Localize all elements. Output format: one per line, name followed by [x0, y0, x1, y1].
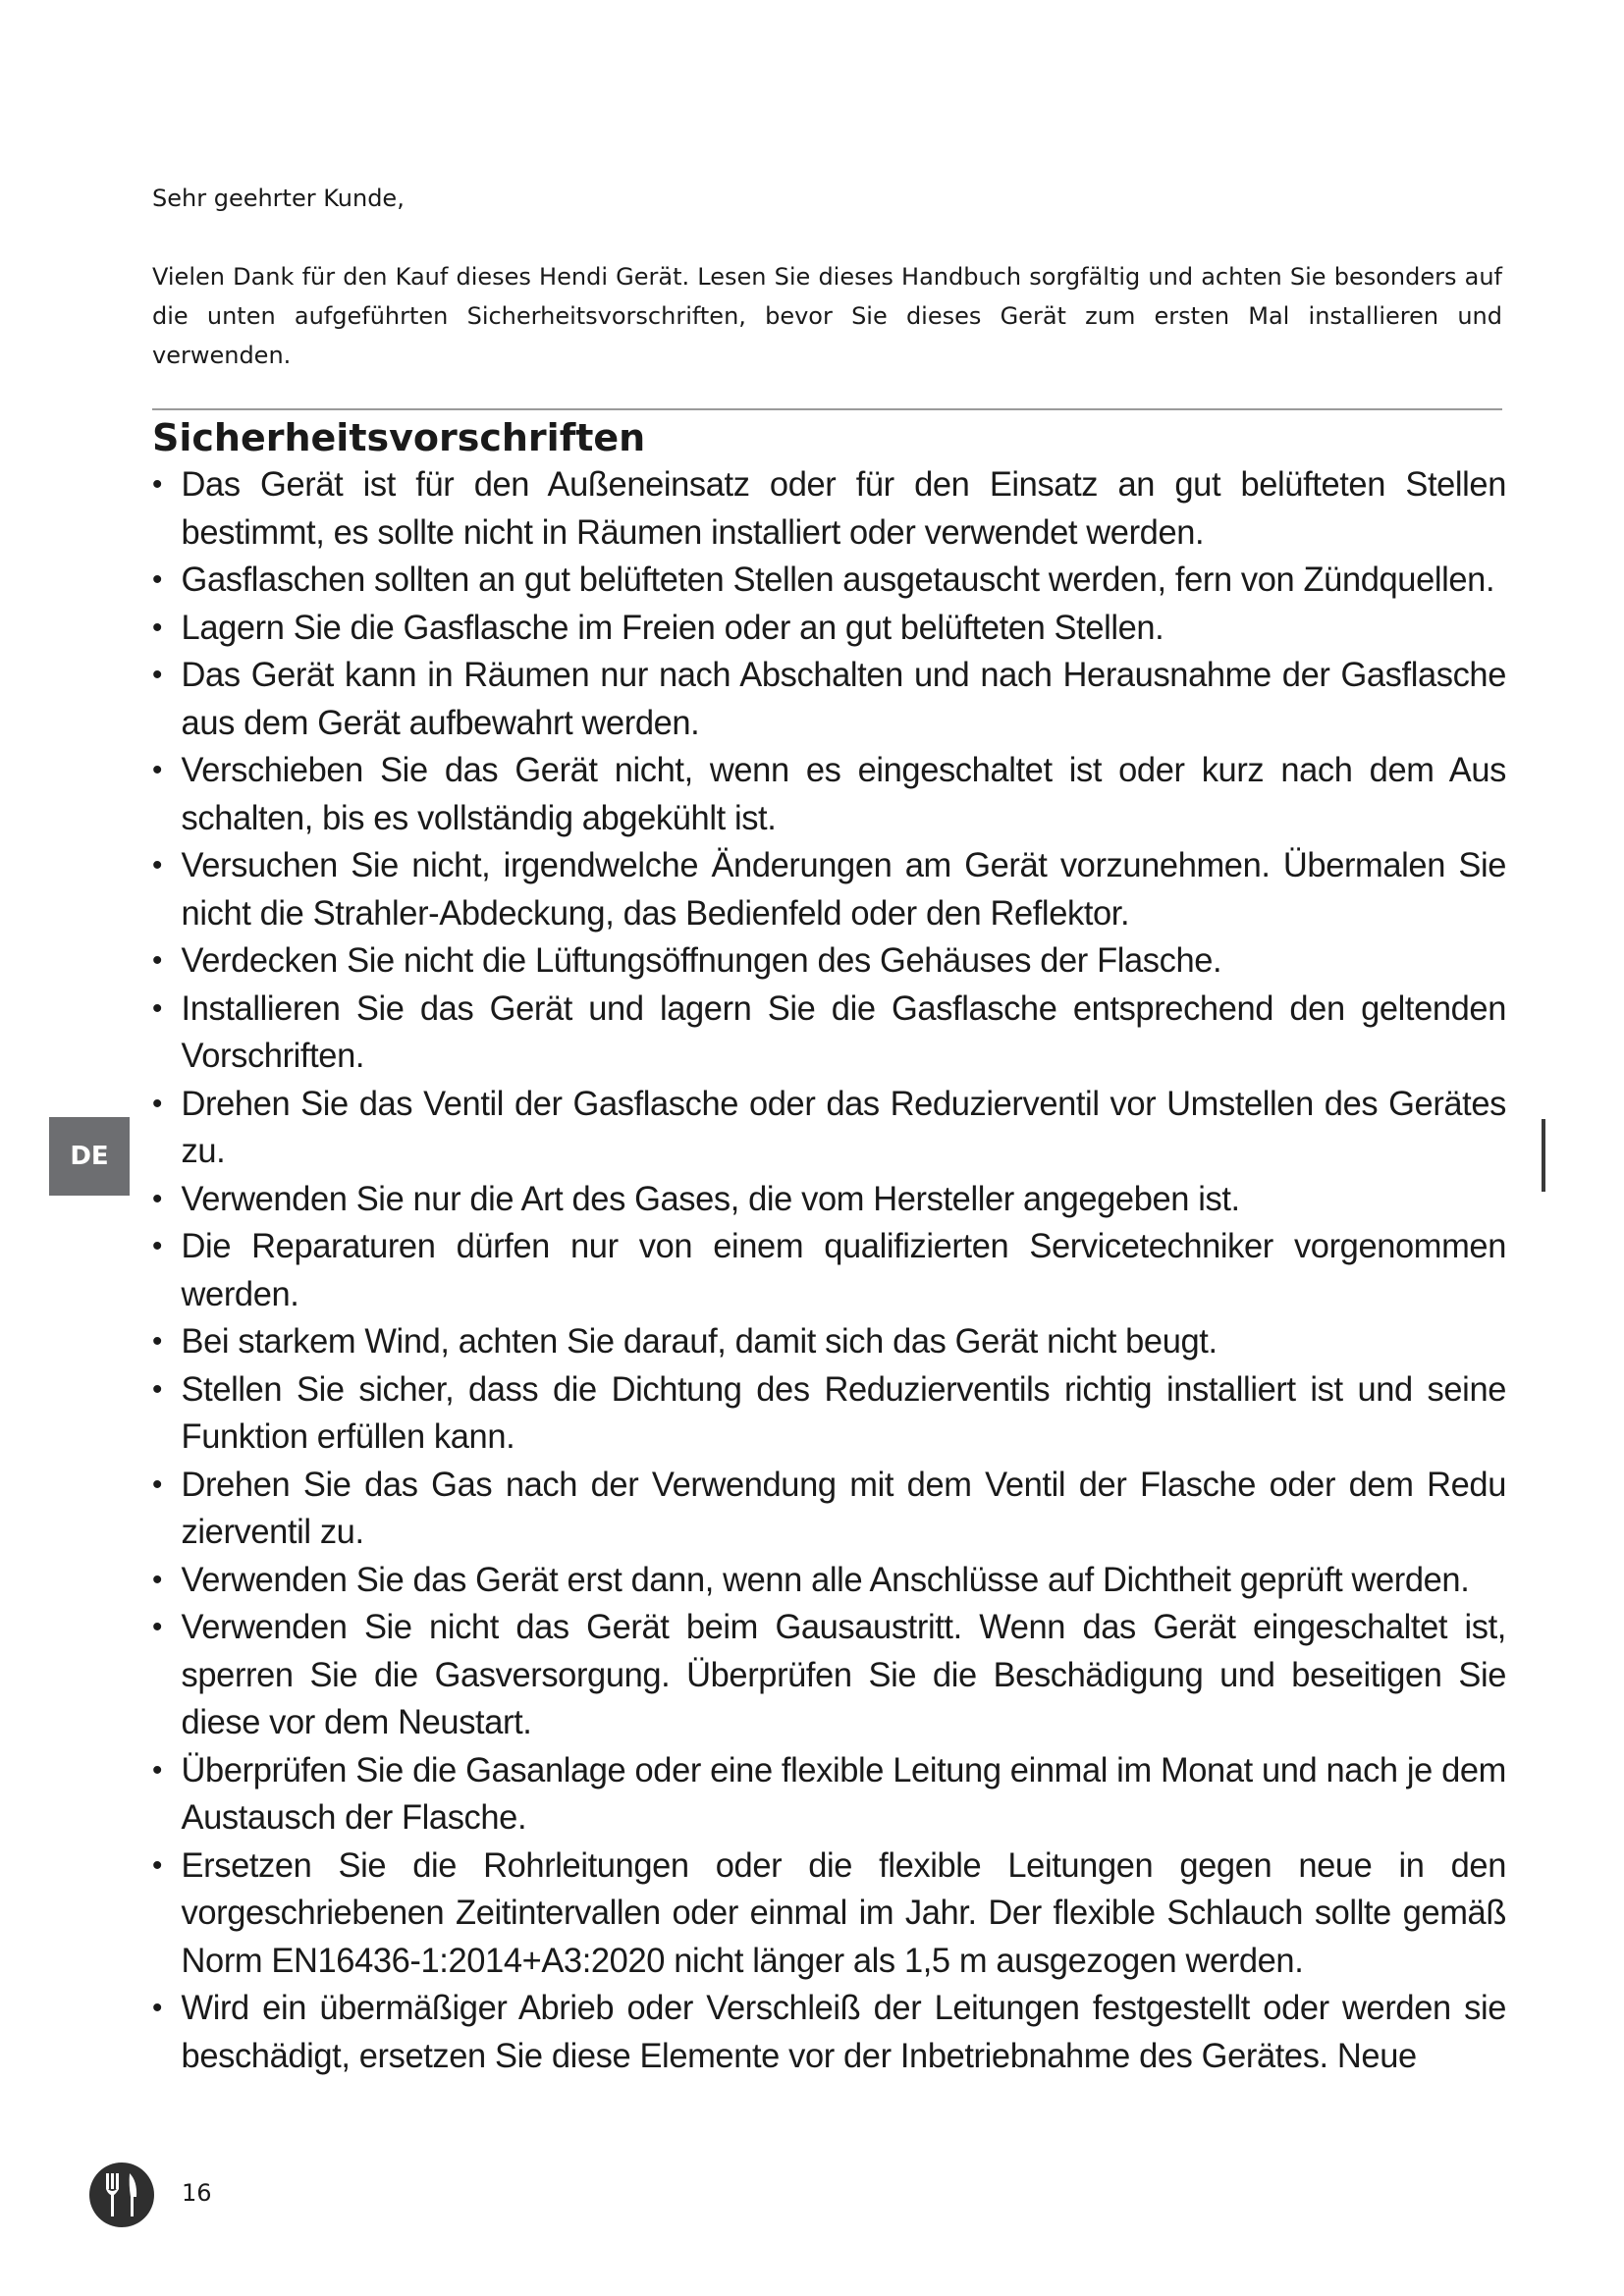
bullet-icon: •	[152, 1230, 162, 1262]
safety-rule-text: Bei starkem Wind, achten Sie darauf, damit sich das Gerät nicht beugt.	[181, 1322, 1218, 1361]
bullet-icon: •	[152, 1325, 162, 1358]
safety-rule-text: Überprüfen Sie die Gasanlage oder eine flexible Leitung einmal im Monat und nach je dem Austausch der Flasche.	[181, 1750, 1506, 1837]
bullet-icon: •	[152, 1848, 162, 1882]
safety-rule	[152, 1604, 1506, 1747]
bullet-icon: •	[152, 1753, 162, 1787]
bullet-icon: •	[152, 468, 162, 501]
bullet-icon: •	[152, 754, 162, 786]
safety-rule-text: Lagern Sie die Gasflasche im Freien oder an gut belüfteten Stellen.	[181, 608, 1164, 647]
safety-rule	[152, 1557, 1506, 1605]
safety-rules-list	[152, 461, 1527, 2080]
safety-rule-text: Die Reparaturen dürfen nur von einem qualifizierten Servicetechniker vorgenommen werden.	[181, 1227, 1506, 1313]
safety-rule	[152, 652, 1506, 747]
safety-rule-text: Ersetzen Sie die Rohrleitungen oder die flexible Leitungen gegen neue in den vorgeschriebenen Zeitintervallen oder einmal im Jahr. Der flexible Schlauch sollte gemäß Norm EN16436-1:2014+A3:2020 nicht länger als 1,5 m ausgezogen werden.	[181, 1845, 1506, 1980]
section-title: Sicherheitsvorschriften	[152, 416, 646, 459]
fork-knife-icon	[88, 2162, 155, 2228]
bullet-icon: •	[152, 659, 162, 691]
safety-rule-text: Wird ein übermäßiger Abrieb oder Verschleiß der Leitungen festgestellt oder werden sie beschädigt, ersetzen Sie diese Elemente vor der Inbetriebnahme des Gerätes. Neue	[181, 1989, 1506, 2075]
bullet-icon: •	[152, 849, 162, 881]
bullet-icon: •	[152, 944, 162, 977]
side-marker	[1542, 1119, 1545, 1192]
safety-rule	[152, 557, 1506, 605]
bullet-icon: •	[152, 1992, 162, 2024]
safety-rule-text: Verwenden Sie nicht das Gerät beim Gausaustritt. Wenn das Gerät eingeschaltet ist, sperren Sie die Gasversorgung. Überprüfen Sie die Beschädigung und beseitigen Sie diese vor dem Neustart.	[181, 1608, 1506, 1741]
safety-rule	[152, 747, 1506, 842]
safety-rule-text: Versuchen Sie nicht, irgendwelche Änderungen am Gerät vorzunehmen. Übermalen Sie nicht die Strahler-Abdeckung, das Bedienfeld oder den Reflektor.	[181, 846, 1506, 933]
safety-rule	[152, 461, 1506, 557]
safety-rule	[152, 1462, 1506, 1557]
safety-rule-text: Gasflaschen sollten an gut belüfteten Stellen ausgetauscht werden, fern von Zündquellen.	[181, 561, 1495, 599]
safety-rule-text: Verschieben Sie das Gerät nicht, wenn es eingeschaltet ist oder kurz nach dem Aus schalten, bis es vollständig abgekühlt ist.	[181, 751, 1506, 837]
safety-rule-text: Das Gerät kann in Räumen nur nach Abschalten und nach Herausnahme der Gasflasche aus dem Gerät aufbewahrt werden.	[181, 656, 1506, 742]
bullet-icon: •	[152, 991, 162, 1025]
bullet-icon: •	[152, 1468, 162, 1501]
safety-rule	[152, 1747, 1506, 1842]
safety-rule-text: Verdecken Sie nicht die Lüftungsöffnungen des Gehäuses der Flasche.	[181, 941, 1222, 980]
safety-rule	[152, 605, 1506, 653]
safety-rule-text: Das Gerät ist für den Außeneinsatz oder für den Einsatz an gut belüfteten Stellen bestimmt, es sollte nicht in Räumen installiert oder verwendet werden.	[181, 465, 1506, 552]
safety-rule-text: Drehen Sie das Ventil der Gasflasche oder das Reduzierventil vor Umstellen des Gerätes zu.	[181, 1084, 1506, 1170]
bullet-icon: •	[152, 1563, 162, 1596]
safety-rule	[152, 1223, 1506, 1318]
greeting: Sehr geehrter Kunde,	[152, 185, 405, 212]
bullet-icon: •	[152, 1087, 162, 1120]
safety-rule	[152, 937, 1506, 986]
safety-rule	[152, 1842, 1506, 1986]
safety-rule-text: Installieren Sie das Gerät und lagern Sie die Gasflasche entsprechend den geltenden Vorschriften.	[181, 988, 1506, 1075]
page-number: 16	[182, 2179, 212, 2207]
language-tab: DE	[49, 1117, 130, 1196]
bullet-icon: •	[152, 1611, 162, 1643]
bullet-icon: •	[152, 1372, 162, 1406]
safety-rule	[152, 1366, 1506, 1462]
intro-paragraph: Vielen Dank für den Kauf dieses Hendi Gerät. Lesen Sie dieses Handbuch sorgfältig und achten Sie besonders auf die unten aufgeführten Sicherheitsvorschriften, bevor Sie dieses Gerät zum ersten Mal installieren und verwenden.	[152, 263, 1502, 369]
bullet-icon: •	[152, 563, 162, 596]
safety-rule-text: Verwenden Sie nur die Art des Gases, die vom Hersteller angegeben ist.	[181, 1179, 1240, 1218]
bullet-icon: •	[152, 1182, 162, 1215]
safety-rule-text: Drehen Sie das Gas nach der Verwendung mit dem Ventil der Flasche oder dem Redu zierventil zu.	[181, 1465, 1506, 1551]
safety-rule-text: Verwenden Sie das Gerät erst dann, wenn alle Anschlüsse auf Dichtheit geprüft werden.	[181, 1560, 1470, 1599]
safety-rule	[152, 1176, 1506, 1224]
safety-rule-text: Stellen Sie sicher, dass die Dichtung des Reduzierventils richtig installiert ist und seine Funktion erfüllen kann.	[181, 1369, 1506, 1456]
bullet-icon: •	[152, 611, 162, 644]
safety-rule	[152, 842, 1506, 937]
safety-rule	[152, 1985, 1506, 2080]
safety-rule	[152, 986, 1506, 1081]
safety-rule	[152, 1081, 1506, 1176]
safety-rule	[152, 1318, 1506, 1366]
